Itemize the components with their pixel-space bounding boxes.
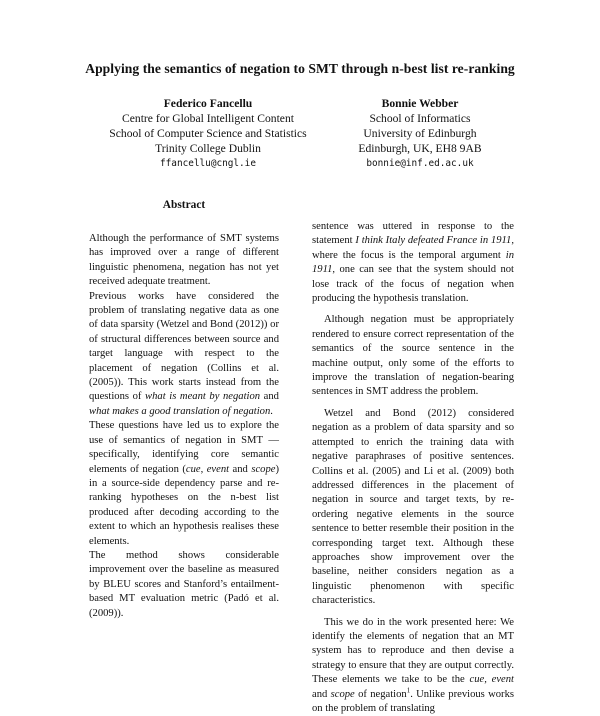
paper-title: Applying the semantics of negation to SMT through n-best list re-ranking bbox=[85, 61, 515, 76]
author-name: Federico Fancellu bbox=[163, 97, 253, 110]
body-paragraph: Although negation must be appropriately rendered to ensure correct representation of the semantics of the source sentence in the machine output, only some of the efforts to improve the translation of negation-bearing sentences in SMT address the problem. bbox=[312, 314, 514, 398]
abstract-paragraph: These questions have led us to explore the use of semantics of negation in SMT — specifically, identifying core semantic elements of negation (cue, event and scope) in a source-side dependency parse and re-ranking hypotheses on the n-best list produced after decoding according to the extent to which an hypothesis realises these elements. bbox=[89, 420, 279, 547]
abstract-paragraph: Although the performance of SMT systems has improved over a range of different linguistic phenomena, negation has not yet received adequate treatment. bbox=[89, 233, 279, 288]
author-block-1 bbox=[80, 96, 336, 171]
body-paragraph: This we do in the work presented here: We identify the elements of negation that an MT system has to reproduce and then devise a strategy to ensure that they are output correctly. These elements we take to be the cue, event and scope of negation$^1$. Unlike previous works on the problem of translating bbox=[312, 616, 514, 714]
abstract-column bbox=[89, 198, 279, 621]
abstract-paragraph: Previous works have considered the problem of translating negative data as one of data sparsity (Wetzel and Bond (2012)) or of structural differences between source and target language with respect to the placement of negation (Collins et al. (2005)). This work starts instead from the questions of what is meant by negation and what makes a good translation of negation. bbox=[89, 290, 279, 417]
author-name: Bonnie Webber bbox=[381, 97, 459, 110]
author-block-2 bbox=[320, 96, 520, 171]
author-email: ffancellu@cngl.ie bbox=[160, 158, 256, 169]
body-paragraph: sentence was uttered in response to the statement I think Italy defeated France in 1911, where the focus is the temporal argument in 1911, one can see that the system should not lose track of the focus of negation when producing the hypothesis translation. bbox=[312, 221, 514, 305]
abstract-paragraph: The method shows considerable improvement over the baseline as measured by BLEU scores and Stanford’s entailment-based MT evaluation metric (Padó et al. (2009)). bbox=[89, 549, 279, 619]
body-paragraph: Wetzel and Bond (2012) considered negation as a problem of data sparsity and so attempted to enrich the training data with negative paraphrases of positive sentences. Collins et al. (2005) and Li et al. (2009) both addressed differences in the placement of negation in source and target texts, by re-ordering negative elements in the source sentence to better resemble their position in the corresponding target text. Although these approaches show improvement over the baseline, neither considers negation as a linguistic phenomenon with specific characteristics. bbox=[312, 407, 514, 607]
abstract-heading: Abstract bbox=[162, 199, 206, 211]
author-affiliation: Edinburgh, UK, EH8 9AB bbox=[358, 142, 482, 155]
author-affiliation: Trinity College Dublin bbox=[155, 142, 261, 155]
author-affiliation: University of Edinburgh bbox=[363, 127, 477, 140]
body-column bbox=[312, 220, 514, 716]
footnote-marker: 1 bbox=[406, 686, 411, 695]
author-affiliation: Centre for Global Intelligent Content bbox=[122, 112, 294, 125]
author-affiliation: School of Informatics bbox=[369, 112, 471, 125]
author-affiliation: School of Computer Science and Statistics bbox=[109, 127, 307, 140]
author-email: bonnie@inf.ed.ac.uk bbox=[366, 158, 474, 169]
